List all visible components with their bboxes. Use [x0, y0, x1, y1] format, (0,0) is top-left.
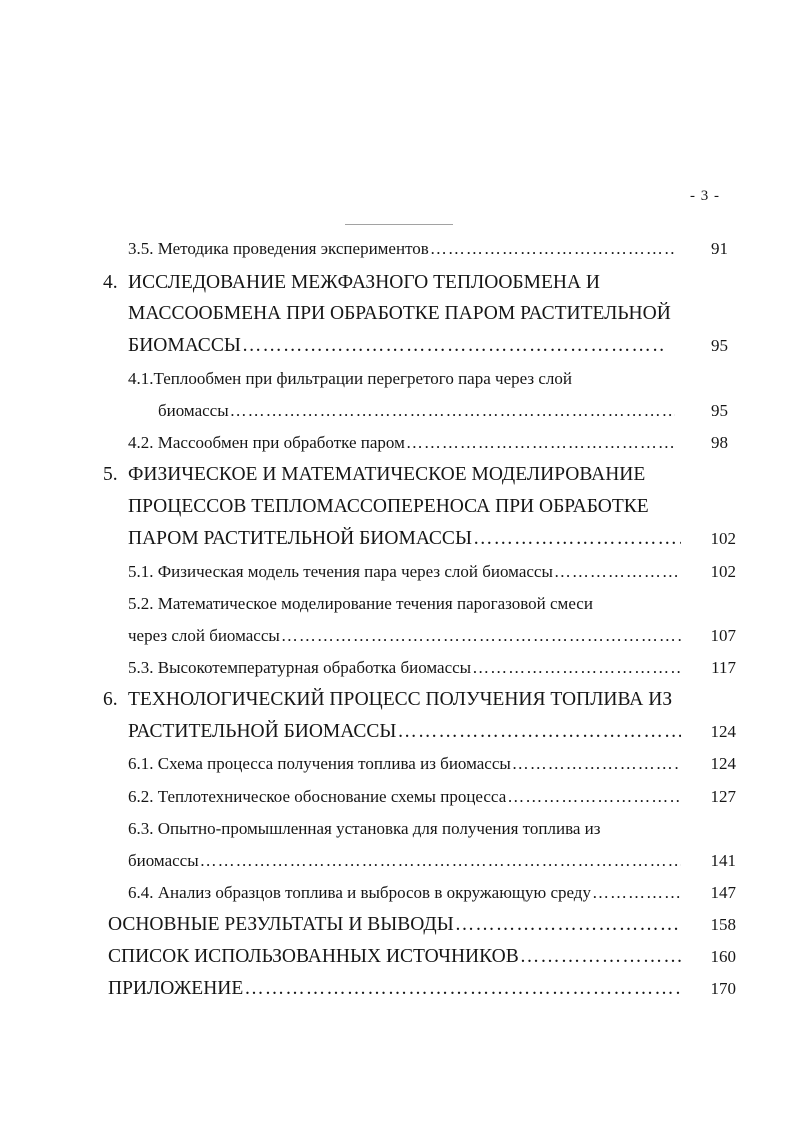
toc-entry-label: биомассы: [158, 401, 229, 420]
dot-leader: [200, 849, 681, 873]
toc-entry-label: 6.3. Опытно-промышленная установка для получения топлива из: [128, 819, 601, 838]
toc-page-6: 124: [710, 722, 736, 741]
toc-entry-4-end[interactable]: [128, 334, 663, 358]
toc-entry-references[interactable]: [108, 945, 681, 969]
toc-page-4: 95: [711, 336, 728, 355]
chapter-number: 5.: [103, 464, 118, 485]
toc-page-6-3: 141: [710, 851, 736, 870]
toc-entry-label: СПИСОК ИСПОЛЬЗОВАННЫХ ИСТОЧНИКОВ: [108, 946, 519, 967]
toc-entry-label: МАССООБМЕНА ПРИ ОБРАБОТКЕ ПАРОМ РАСТИТЕЛЬНОЙ: [128, 303, 671, 324]
toc-entry-conclusions[interactable]: [108, 913, 681, 937]
toc-entry-label: 5.3. Высокотемпературная обработка биомассы: [128, 658, 472, 677]
toc-page-4-1: 95: [711, 401, 728, 420]
toc-entry-5-2[interactable]: [128, 592, 688, 616]
page-number: - 3 -: [690, 188, 720, 204]
dot-leader: [242, 334, 663, 358]
toc-entry-4-1[interactable]: [128, 367, 688, 391]
toc-entry-label: ИССЛЕДОВАНИЕ МЕЖФАЗНОГО ТЕПЛООБМЕНА И: [128, 272, 600, 293]
toc-page-4-2: 98: [711, 433, 728, 452]
toc-entry-label: биомассы: [128, 851, 199, 870]
toc-entry-6-1[interactable]: [128, 752, 681, 776]
dot-leader: [472, 656, 681, 680]
toc-entry-label: 3.5. Методика проведения экспериментов: [128, 239, 429, 258]
toc-entry-label: РАСТИТЕЛЬНОЙ БИОМАССЫ: [128, 721, 397, 742]
toc-entry-label: 5.2. Математическое моделирование течения парогазовой смеси: [128, 594, 593, 613]
toc-page-6-1: 124: [710, 754, 736, 773]
dot-leader: [397, 720, 681, 744]
toc-entry-appendix[interactable]: [108, 977, 681, 1001]
toc-page-5-2: 107: [710, 626, 736, 645]
dot-leader: [430, 237, 675, 261]
toc-entry-label: БИОМАССЫ: [128, 335, 241, 356]
toc-entry-6-4[interactable]: [128, 881, 681, 905]
toc-page-6-2: 127: [710, 787, 736, 806]
chapter-number: 6.: [103, 689, 118, 710]
toc-entry-label: ФИЗИЧЕСКОЕ И МАТЕМАТИЧЕСКОЕ МОДЕЛИРОВАНИЕ: [128, 464, 646, 485]
toc-entry-6[interactable]: [103, 688, 703, 712]
scan-artifact-line: [345, 224, 453, 225]
toc-entry-6-2[interactable]: [128, 785, 681, 809]
toc-entry-4-2[interactable]: [128, 431, 675, 455]
dot-leader: [592, 881, 681, 905]
toc-entry-label: ПРОЦЕССОВ ТЕПЛОМАССОПЕРЕНОСА ПРИ ОБРАБОТКЕ: [128, 496, 649, 517]
toc-entry-5-3[interactable]: [128, 656, 681, 680]
toc-entry-6-end[interactable]: [128, 720, 681, 744]
toc-page-conclusions: 158: [710, 915, 736, 934]
toc-entry-label: ОСНОВНЫЕ РЕЗУЛЬТАТЫ И ВЫВОДЫ: [108, 914, 454, 935]
dot-leader: [554, 560, 681, 584]
toc-entry-label: 6.2. Теплотехническое обоснование схемы процесса: [128, 787, 507, 806]
toc-entry-4-cont: [128, 302, 688, 326]
toc-entry-6-3-end[interactable]: [128, 849, 681, 873]
dot-leader: [406, 431, 675, 455]
toc-entry-5-1[interactable]: [128, 560, 681, 584]
toc-entry-label: ПРИЛОЖЕНИЕ: [108, 978, 244, 999]
dot-leader: [520, 945, 681, 969]
toc-entry-label: 5.1. Физическая модель течения пара через слой биомассы: [128, 562, 553, 581]
dot-leader: [512, 752, 681, 776]
dot-leader: [281, 624, 681, 648]
toc-entry-4-1-end[interactable]: [158, 399, 675, 423]
toc-entry-label: через слой биомассы: [128, 626, 280, 645]
toc-entry-5-2-end[interactable]: [128, 624, 681, 648]
toc-page-3-5: 91: [711, 239, 728, 258]
toc-entry-label: ПАРОМ РАСТИТЕЛЬНОЙ БИОМАССЫ: [128, 528, 472, 549]
toc-entry-5-end[interactable]: [128, 527, 681, 551]
dot-leader: [473, 527, 681, 551]
toc-page-5-1: 102: [710, 562, 736, 581]
toc-entry-label: 4.1.Теплообмен при фильтрации перегретого пара через слой: [128, 369, 572, 388]
toc-entry-5[interactable]: [103, 463, 703, 487]
toc-page-6-4: 147: [710, 883, 736, 902]
dot-leader: [455, 913, 681, 937]
toc-page-references: 160: [710, 947, 736, 966]
toc-page-5: 102: [710, 529, 736, 548]
toc-entry-label: 6.4. Анализ образцов топлива и выбросов в окружающую среду: [128, 883, 591, 902]
toc-entry-5-cont: [128, 495, 688, 519]
toc-page-appendix: 170: [710, 979, 736, 998]
toc-entry-label: ТЕХНОЛОГИЧЕСКИЙ ПРОЦЕСС ПОЛУЧЕНИЯ ТОПЛИВА ИЗ: [128, 689, 673, 710]
chapter-number: 4.: [103, 272, 118, 293]
dot-leader: [230, 399, 675, 423]
toc-entry-4[interactable]: [103, 271, 703, 295]
toc-entry-label: 6.1. Схема процесса получения топлива из биомассы: [128, 754, 511, 773]
toc-entry-3-5[interactable]: [128, 237, 675, 261]
dot-leader: [244, 977, 681, 1001]
toc-entry-6-3[interactable]: [128, 817, 688, 841]
toc-page-5-3: 117: [711, 658, 736, 677]
toc-entry-label: 4.2. Массообмен при обработке паром: [128, 433, 405, 452]
dot-leader: [507, 785, 681, 809]
